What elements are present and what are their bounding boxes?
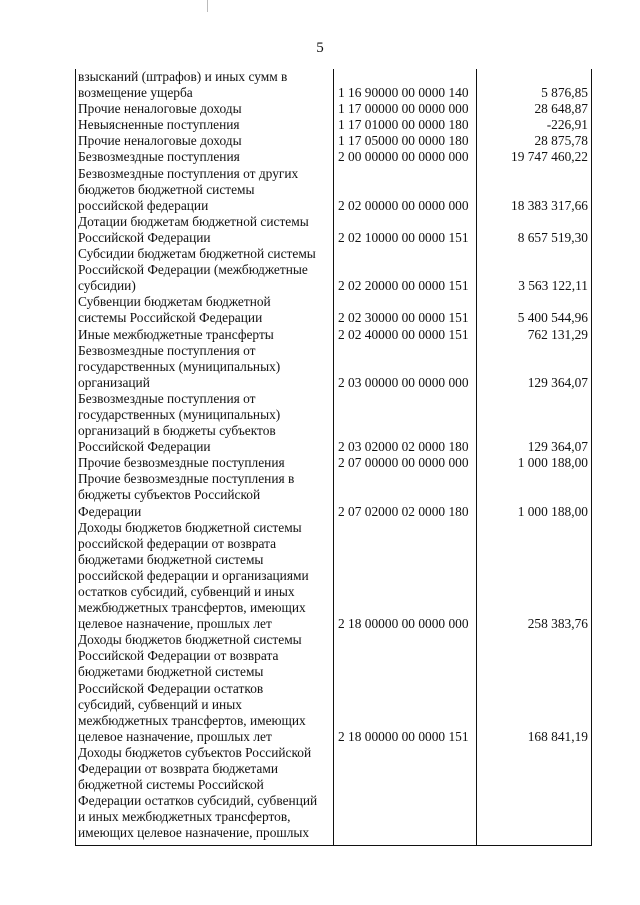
revenue-item-name bbox=[76, 343, 330, 391]
revenue-item-name bbox=[76, 166, 330, 214]
budget-classification-code: 2 02 30000 00 0000 151 bbox=[338, 310, 469, 326]
revenue-item-name-line: государственных (муниципальных) bbox=[78, 358, 281, 374]
revenue-item-name-line: Безвозмездные поступления от bbox=[78, 390, 256, 406]
revenue-item-name-line: бюджеты субъектов Российской bbox=[78, 487, 261, 503]
revenue-item-name-line: бюджетами бюджетной системы bbox=[78, 551, 264, 567]
revenue-item-name-line: Прочие безвозмездные поступления bbox=[78, 455, 285, 471]
revenue-item-name-line: Российской Федерации остатков bbox=[78, 680, 264, 696]
revenue-item-name-line: Безвозмездные поступления bbox=[78, 149, 240, 165]
revenue-item-name-line: возмещение ущерба bbox=[78, 85, 193, 101]
revenue-item-name bbox=[76, 133, 330, 149]
budget-classification-code: 2 00 00000 00 0000 000 bbox=[338, 149, 469, 165]
revenue-item-name-line: Дотации бюджетам бюджетной системы bbox=[78, 213, 309, 229]
revenue-item-name-line: Прочие неналоговые доходы bbox=[78, 101, 242, 117]
revenue-item-name bbox=[76, 294, 330, 326]
budget-classification-code: 1 16 90000 00 0000 140 bbox=[338, 85, 469, 101]
budget-classification-code: 1 17 05000 00 0000 180 bbox=[338, 133, 469, 149]
revenue-item-name-line: государственных (муниципальных) bbox=[78, 406, 281, 422]
page-number: 5 bbox=[316, 40, 324, 56]
budget-classification-code: 1 17 01000 00 0000 180 bbox=[338, 117, 469, 133]
table-row bbox=[76, 520, 591, 633]
amount-value: 258 383,76 bbox=[527, 616, 588, 632]
amount-value: 5 400 544,96 bbox=[517, 310, 588, 326]
budget-classification-code: 2 02 00000 00 0000 000 bbox=[338, 197, 469, 213]
revenue-item-name-line: Иные межбюджетные трансферты bbox=[78, 326, 274, 342]
amount-value: 28 875,78 bbox=[534, 133, 588, 149]
revenue-item-name bbox=[76, 149, 330, 165]
budget-classification-code: 2 03 02000 02 0000 180 bbox=[338, 439, 469, 455]
amount-value: 3 563 122,11 bbox=[518, 278, 588, 294]
budget-classification-code: 2 18 00000 00 0000 000 bbox=[338, 616, 469, 632]
revenue-item-name-line: российской федерации и организациями bbox=[78, 567, 309, 583]
amount-value: 129 364,07 bbox=[527, 439, 588, 455]
revenue-item-name-line: субсидии) bbox=[78, 278, 136, 294]
table-row bbox=[76, 166, 591, 214]
revenue-item-name-line: остатков субсидий, субвенций и иных bbox=[78, 584, 295, 599]
revenue-item-name-line: целевое назначение, прошлых лет bbox=[78, 728, 272, 744]
budget-classification-code: 2 02 40000 00 0000 151 bbox=[338, 326, 469, 342]
budget-classification-code: 2 07 02000 02 0000 180 bbox=[338, 503, 469, 519]
budget-classification-code: 2 07 00000 00 0000 000 bbox=[338, 455, 469, 471]
revenue-item-name-line: Субвенции бюджетам бюджетной bbox=[78, 294, 271, 310]
revenue-item-name-line: Федерации от возврата бюджетами bbox=[78, 761, 279, 777]
table-row bbox=[76, 632, 591, 745]
amount-value: 19 747 460,22 bbox=[511, 149, 588, 165]
amount-value: 762 131,29 bbox=[527, 326, 588, 342]
table-row bbox=[76, 101, 591, 117]
revenue-item-name-line: Невыясненные поступления bbox=[78, 117, 240, 133]
revenue-item-name-line: системы Российской Федерации bbox=[78, 310, 263, 326]
revenue-item-name-line: Доходы бюджетов бюджетной системы bbox=[78, 519, 302, 535]
revenue-item-name-line: Безвозмездные поступления от других bbox=[78, 165, 299, 181]
amount-value: 5 876,85 bbox=[541, 85, 588, 101]
revenue-item-name-line: организаций bbox=[78, 374, 150, 390]
revenue-item-name bbox=[76, 391, 330, 455]
amount-value: 8 657 519,30 bbox=[517, 229, 588, 245]
revenue-item-name bbox=[76, 632, 330, 745]
table-row bbox=[76, 455, 591, 471]
revenue-item-name-line: Доходы бюджетов субъектов Российской bbox=[78, 744, 312, 760]
scan-margin-mark bbox=[207, 0, 208, 12]
table-row bbox=[76, 69, 591, 101]
revenue-item-name bbox=[76, 455, 330, 471]
table-row bbox=[76, 149, 591, 165]
revenue-item-name bbox=[76, 69, 330, 101]
revenue-item-name-line: Прочие безвозмездные поступления в bbox=[78, 471, 295, 487]
revenue-item-name-line: российской федерации bbox=[78, 197, 209, 213]
budget-classification-code: 2 02 20000 00 0000 151 bbox=[338, 278, 469, 294]
amount-value: -226,91 bbox=[546, 117, 588, 133]
revenue-item-name bbox=[76, 214, 330, 246]
revenue-item-name-line: Доходы бюджетов бюджетной системы bbox=[78, 632, 302, 648]
revenue-item-name-line: Российской Федерации bbox=[78, 439, 211, 455]
table-row bbox=[76, 246, 591, 294]
budget-classification-code: 1 17 00000 00 0000 000 bbox=[338, 101, 469, 117]
revenue-item-name bbox=[76, 117, 330, 133]
revenue-item-name bbox=[76, 745, 330, 842]
revenue-item-name-line: бюджетной системы Российской bbox=[78, 777, 264, 793]
table-row bbox=[76, 294, 591, 326]
table-row bbox=[76, 391, 591, 455]
table-row bbox=[76, 745, 591, 842]
revenue-item-name-line: Российской Федерации bbox=[78, 229, 211, 245]
revenue-item-name-line: бюджетов бюджетной системы bbox=[78, 181, 255, 197]
revenue-item-name-line: и иных межбюджетных трансфертов, bbox=[78, 809, 291, 825]
revenue-item-name-line: взысканий (штрафов) и иных сумм в bbox=[78, 69, 288, 84]
revenue-item-name bbox=[76, 246, 330, 294]
table-row bbox=[76, 343, 591, 391]
revenue-item-name-line: целевое назначение, прошлых лет bbox=[78, 616, 272, 632]
amount-value: 28 648,87 bbox=[534, 101, 588, 117]
amount-value: 168 841,19 bbox=[527, 728, 588, 744]
revenue-item-name bbox=[76, 327, 330, 343]
amount-value: 1 000 188,00 bbox=[517, 503, 588, 519]
revenue-item-name-line: бюджетами бюджетной системы bbox=[78, 664, 264, 680]
table-row bbox=[76, 133, 591, 149]
revenue-item-name bbox=[76, 520, 330, 633]
revenue-item-name-line: межбюджетных трансфертов, имеющих bbox=[78, 600, 306, 616]
revenue-item-name-line: Федерации bbox=[78, 503, 142, 519]
revenue-item-name-line: Субсидии бюджетам бюджетной системы bbox=[78, 246, 316, 262]
revenue-item-name-line: Российской Федерации от возврата bbox=[78, 648, 279, 664]
budget-classification-code: 2 02 10000 00 0000 151 bbox=[338, 229, 469, 245]
revenue-item-name-line: субсидий, субвенций и иных bbox=[78, 696, 242, 712]
table-row bbox=[76, 327, 591, 343]
revenue-item-name-line: организаций в бюджеты субъектов bbox=[78, 423, 276, 439]
amount-value: 1 000 188,00 bbox=[517, 455, 588, 471]
revenue-item-name-line: Безвозмездные поступления от bbox=[78, 342, 256, 358]
amount-value: 129 364,07 bbox=[527, 374, 588, 390]
budget-revenue-table bbox=[75, 69, 592, 846]
budget-classification-code: 2 18 00000 00 0000 151 bbox=[338, 728, 469, 744]
table-row bbox=[76, 471, 591, 519]
revenue-item-name-line: Прочие неналоговые доходы bbox=[78, 133, 242, 149]
revenue-item-name-line: имеющих целевое назначение, прошлых bbox=[78, 825, 310, 841]
table-row bbox=[76, 214, 591, 246]
revenue-item-name bbox=[76, 471, 330, 519]
revenue-item-name-line: российской федерации от возврата bbox=[78, 535, 277, 551]
revenue-item-name-line: межбюджетных трансфертов, имеющих bbox=[78, 712, 306, 728]
table-row bbox=[76, 117, 591, 133]
revenue-item-name-line: Федерации остатков субсидий, субвенций bbox=[78, 793, 318, 809]
amount-value: 18 383 317,66 bbox=[511, 197, 588, 213]
revenue-item-name bbox=[76, 101, 330, 117]
revenue-item-name-line: Российской Федерации (межбюджетные bbox=[78, 262, 308, 278]
budget-classification-code: 2 03 00000 00 0000 000 bbox=[338, 374, 469, 390]
